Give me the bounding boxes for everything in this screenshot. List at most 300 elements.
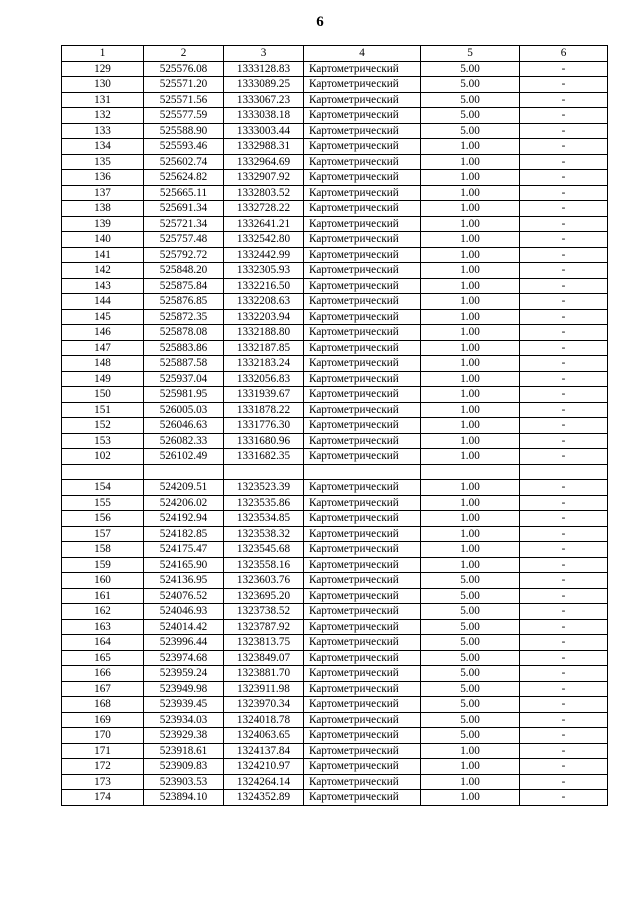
page-number: 6: [316, 14, 324, 30]
cell-point-number: 135: [62, 154, 144, 170]
cell-note: -: [520, 201, 608, 217]
table-row: [62, 759, 608, 775]
cell-coord-y: 1331878.22: [224, 402, 304, 418]
column-header-4: 4: [304, 46, 421, 62]
cell-coord-y: 1323523.39: [224, 480, 304, 496]
cell-coord-x: 523949.98: [144, 681, 224, 697]
cell-coord-y: 1323534.85: [224, 511, 304, 527]
cell-point-number: 153: [62, 433, 144, 449]
cell-note: -: [520, 526, 608, 542]
cell-coord-y: 1333128.83: [224, 61, 304, 77]
cell-coord-y: 1333003.44: [224, 123, 304, 139]
cell-coord-x: 525571.20: [144, 77, 224, 93]
cell-method: Картометрический: [304, 619, 421, 635]
cell-coord-x: 524192.94: [144, 511, 224, 527]
cell-accuracy: 5.00: [421, 650, 520, 666]
cell-coord-x: 525593.46: [144, 139, 224, 155]
table-row: [62, 185, 608, 201]
table-row: [62, 108, 608, 124]
table-row: [62, 232, 608, 248]
cell-coord-x: 525792.72: [144, 247, 224, 263]
cell-accuracy: 1.00: [421, 170, 520, 186]
cell-method: Картометрический: [304, 573, 421, 589]
cell-point-number: 134: [62, 139, 144, 155]
table-row: [62, 728, 608, 744]
cell-method: Картометрический: [304, 263, 421, 279]
cell-method: Картометрический: [304, 681, 421, 697]
cell-coord-x: 525878.08: [144, 325, 224, 341]
cell-coord-x: 524182.85: [144, 526, 224, 542]
table-row: [62, 61, 608, 77]
cell-note: -: [520, 340, 608, 356]
cell-point-number: 164: [62, 635, 144, 651]
cell-method: Картометрический: [304, 418, 421, 434]
cell-point-number: 147: [62, 340, 144, 356]
cell-point-number: 139: [62, 216, 144, 232]
cell-accuracy: 5.00: [421, 619, 520, 635]
cell-coord-y: 1332203.94: [224, 309, 304, 325]
cell-coord-x: 524014.42: [144, 619, 224, 635]
cell-point-number: 141: [62, 247, 144, 263]
cell-accuracy: 5.00: [421, 681, 520, 697]
cell-note: [520, 464, 608, 480]
cell-coord-y: 1332187.85: [224, 340, 304, 356]
cell-coord-y: 1324018.78: [224, 712, 304, 728]
table-row: [62, 170, 608, 186]
cell-method: Картометрический: [304, 340, 421, 356]
cell-accuracy: 1.00: [421, 247, 520, 263]
cell-method: Картометрический: [304, 697, 421, 713]
cell-coord-y: 1323970.34: [224, 697, 304, 713]
cell-coord-x: 525665.11: [144, 185, 224, 201]
cell-accuracy: 1.00: [421, 433, 520, 449]
cell-method: Картометрический: [304, 309, 421, 325]
cell-note: -: [520, 263, 608, 279]
cell-accuracy: 1.00: [421, 480, 520, 496]
cell-method: Картометрический: [304, 294, 421, 310]
cell-point-number: 169: [62, 712, 144, 728]
cell-method: Картометрический: [304, 774, 421, 790]
cell-accuracy: 1.00: [421, 774, 520, 790]
cell-accuracy: 1.00: [421, 216, 520, 232]
cell-note: -: [520, 542, 608, 558]
cell-coord-y: 1332216.50: [224, 278, 304, 294]
cell-accuracy: 5.00: [421, 604, 520, 620]
cell-coord-x: 524206.02: [144, 495, 224, 511]
cell-method: Картометрический: [304, 526, 421, 542]
cell-coord-x: 524175.47: [144, 542, 224, 558]
cell-method: Картометрический: [304, 759, 421, 775]
cell-method: Картометрический: [304, 185, 421, 201]
cell-point-number: 150: [62, 387, 144, 403]
cell-note: -: [520, 247, 608, 263]
cell-coord-y: 1332907.92: [224, 170, 304, 186]
cell-accuracy: 1.00: [421, 418, 520, 434]
cell-accuracy: 1.00: [421, 294, 520, 310]
cell-method: Картометрический: [304, 480, 421, 496]
table-row: [62, 526, 608, 542]
cell-point-number: 132: [62, 108, 144, 124]
cell-point-number: 131: [62, 92, 144, 108]
cell-accuracy: 1.00: [421, 759, 520, 775]
cell-coord-x: 525624.82: [144, 170, 224, 186]
cell-coord-y: 1323545.68: [224, 542, 304, 558]
cell-note: -: [520, 418, 608, 434]
cell-note: -: [520, 743, 608, 759]
cell-method: Картометрический: [304, 325, 421, 341]
cell-method: Картометрический: [304, 108, 421, 124]
table-body: [62, 61, 608, 805]
cell-coord-x: 523909.83: [144, 759, 224, 775]
cell-note: -: [520, 449, 608, 465]
cell-coord-x: 526102.49: [144, 449, 224, 465]
cell-point-number: 168: [62, 697, 144, 713]
coordinates-table: [61, 45, 608, 806]
cell-note: -: [520, 139, 608, 155]
cell-point-number: 152: [62, 418, 144, 434]
cell-method: Картометрический: [304, 588, 421, 604]
cell-coord-y: 1333067.23: [224, 92, 304, 108]
cell-coord-x: 525571.56: [144, 92, 224, 108]
cell-coord-y: 1332183.24: [224, 356, 304, 372]
cell-point-number: 167: [62, 681, 144, 697]
cell-point-number: 158: [62, 542, 144, 558]
cell-point-number: 129: [62, 61, 144, 77]
cell-note: -: [520, 511, 608, 527]
cell-coord-x: 523996.44: [144, 635, 224, 651]
cell-note: -: [520, 712, 608, 728]
cell-coord-x: 524165.90: [144, 557, 224, 573]
cell-method: Картометрический: [304, 232, 421, 248]
cell-note: -: [520, 480, 608, 496]
cell-method: Картометрический: [304, 77, 421, 93]
cell-coord-x: 524076.52: [144, 588, 224, 604]
column-header-5: 5: [421, 46, 520, 62]
cell-point-number: 136: [62, 170, 144, 186]
cell-point-number: 163: [62, 619, 144, 635]
table-row: [62, 154, 608, 170]
cell-point-number: 159: [62, 557, 144, 573]
cell-point-number: 148: [62, 356, 144, 372]
cell-coord-y: 1324352.89: [224, 790, 304, 806]
cell-coord-x: 525691.34: [144, 201, 224, 217]
cell-note: -: [520, 588, 608, 604]
table-row: [62, 480, 608, 496]
cell-method: Картометрический: [304, 790, 421, 806]
column-header-1: 1: [62, 46, 144, 62]
table-row: [62, 278, 608, 294]
cell-coord-y: 1332803.52: [224, 185, 304, 201]
table-row: [62, 666, 608, 682]
cell-coord-x: 524046.93: [144, 604, 224, 620]
cell-accuracy: 1.00: [421, 743, 520, 759]
cell-point-number: 155: [62, 495, 144, 511]
cell-coord-x: 525588.90: [144, 123, 224, 139]
table-row: [62, 511, 608, 527]
table-row: [62, 77, 608, 93]
cell-coord-x: 525602.74: [144, 154, 224, 170]
cell-accuracy: 1.00: [421, 387, 520, 403]
cell-accuracy: 5.00: [421, 697, 520, 713]
cell-note: -: [520, 92, 608, 108]
cell-coord-y: 1323603.76: [224, 573, 304, 589]
cell-note: -: [520, 697, 608, 713]
cell-accuracy: [421, 464, 520, 480]
cell-note: -: [520, 371, 608, 387]
cell-accuracy: 1.00: [421, 278, 520, 294]
table-row: [62, 356, 608, 372]
cell-coord-y: 1332056.83: [224, 371, 304, 387]
cell-accuracy: 1.00: [421, 232, 520, 248]
cell-method: Картометрический: [304, 123, 421, 139]
cell-accuracy: 5.00: [421, 123, 520, 139]
cell-note: -: [520, 278, 608, 294]
cell-point-number: 133: [62, 123, 144, 139]
cell-coord-y: 1332964.69: [224, 154, 304, 170]
cell-coord-x: 525848.20: [144, 263, 224, 279]
cell-coord-y: 1323695.20: [224, 588, 304, 604]
table-row: [62, 712, 608, 728]
table-row: [62, 247, 608, 263]
cell-coord-x: 523934.03: [144, 712, 224, 728]
cell-method: Картометрический: [304, 728, 421, 744]
cell-note: -: [520, 681, 608, 697]
cell-coord-y: 1324264.14: [224, 774, 304, 790]
cell-coord-x: 526082.33: [144, 433, 224, 449]
cell-method: Картометрический: [304, 61, 421, 77]
cell-note: -: [520, 309, 608, 325]
cell-note: -: [520, 216, 608, 232]
cell-method: Картометрический: [304, 216, 421, 232]
cell-point-number: 170: [62, 728, 144, 744]
table-row: [62, 201, 608, 217]
cell-accuracy: 1.00: [421, 356, 520, 372]
cell-accuracy: 1.00: [421, 526, 520, 542]
cell-point-number: 157: [62, 526, 144, 542]
table-row: [62, 681, 608, 697]
cell-coord-y: 1323738.52: [224, 604, 304, 620]
cell-point-number: 145: [62, 309, 144, 325]
cell-point-number: 142: [62, 263, 144, 279]
table-row: [62, 495, 608, 511]
cell-method: Картометрический: [304, 743, 421, 759]
cell-note: -: [520, 433, 608, 449]
cell-accuracy: 1.00: [421, 139, 520, 155]
table-row: [62, 743, 608, 759]
column-header-2: 2: [144, 46, 224, 62]
cell-method: [304, 464, 421, 480]
cell-accuracy: 1.00: [421, 263, 520, 279]
cell-note: -: [520, 108, 608, 124]
cell-coord-y: 1323911.98: [224, 681, 304, 697]
cell-accuracy: 5.00: [421, 712, 520, 728]
cell-coord-x: 525875.84: [144, 278, 224, 294]
cell-accuracy: 1.00: [421, 185, 520, 201]
cell-coord-y: 1331776.30: [224, 418, 304, 434]
cell-coord-x: 526046.63: [144, 418, 224, 434]
cell-coord-x: 523959.24: [144, 666, 224, 682]
cell-method: Картометрический: [304, 712, 421, 728]
cell-coord-y: [224, 464, 304, 480]
cell-note: -: [520, 170, 608, 186]
table-row: [62, 542, 608, 558]
cell-note: -: [520, 232, 608, 248]
cell-method: Картометрический: [304, 247, 421, 263]
cell-method: Картометрический: [304, 666, 421, 682]
cell-coord-x: 525576.08: [144, 61, 224, 77]
cell-accuracy: 1.00: [421, 511, 520, 527]
column-header-6: 6: [520, 46, 608, 62]
cell-coord-x: 525577.59: [144, 108, 224, 124]
cell-method: Картометрический: [304, 402, 421, 418]
cell-coord-x: 523974.68: [144, 650, 224, 666]
table-row: [62, 263, 608, 279]
cell-method: Картометрический: [304, 139, 421, 155]
column-header-3: 3: [224, 46, 304, 62]
cell-method: Картометрический: [304, 371, 421, 387]
cell-coord-y: 1332188.80: [224, 325, 304, 341]
cell-method: Картометрический: [304, 170, 421, 186]
cell-coord-y: 1332542.80: [224, 232, 304, 248]
cell-coord-y: 1323813.75: [224, 635, 304, 651]
cell-point-number: 166: [62, 666, 144, 682]
cell-accuracy: 1.00: [421, 790, 520, 806]
table-row: [62, 557, 608, 573]
table-row: [62, 92, 608, 108]
table-row: [62, 294, 608, 310]
table-row: [62, 402, 608, 418]
table-row: [62, 588, 608, 604]
cell-coord-y: 1333089.25: [224, 77, 304, 93]
cell-accuracy: 5.00: [421, 92, 520, 108]
table-row: [62, 387, 608, 403]
cell-coord-x: 524209.51: [144, 480, 224, 496]
cell-method: Картометрический: [304, 495, 421, 511]
cell-coord-y: 1333038.18: [224, 108, 304, 124]
cell-coord-x: 523918.61: [144, 743, 224, 759]
table-row: [62, 309, 608, 325]
cell-note: -: [520, 604, 608, 620]
table-row: [62, 635, 608, 651]
cell-note: -: [520, 77, 608, 93]
table-row: [62, 464, 608, 480]
cell-accuracy: 5.00: [421, 61, 520, 77]
table-row: [62, 216, 608, 232]
cell-point-number: 173: [62, 774, 144, 790]
cell-coord-x: 525937.04: [144, 371, 224, 387]
cell-accuracy: 1.00: [421, 340, 520, 356]
table-row: [62, 697, 608, 713]
cell-point-number: 162: [62, 604, 144, 620]
cell-note: -: [520, 387, 608, 403]
cell-coord-y: 1324063.65: [224, 728, 304, 744]
cell-method: Картометрический: [304, 542, 421, 558]
cell-coord-x: 525883.86: [144, 340, 224, 356]
cell-method: Картометрический: [304, 356, 421, 372]
table-row: [62, 790, 608, 806]
table-row: [62, 650, 608, 666]
cell-method: Картометрический: [304, 557, 421, 573]
cell-coord-y: 1331682.35: [224, 449, 304, 465]
cell-accuracy: 1.00: [421, 557, 520, 573]
cell-method: Картометрический: [304, 387, 421, 403]
cell-note: -: [520, 61, 608, 77]
cell-point-number: 138: [62, 201, 144, 217]
cell-coord-y: 1323787.92: [224, 619, 304, 635]
cell-note: -: [520, 294, 608, 310]
cell-accuracy: 5.00: [421, 77, 520, 93]
cell-coord-y: 1324210.97: [224, 759, 304, 775]
cell-coord-y: 1332442.99: [224, 247, 304, 263]
cell-coord-x: 525721.34: [144, 216, 224, 232]
cell-point-number: 172: [62, 759, 144, 775]
cell-accuracy: 1.00: [421, 201, 520, 217]
cell-coord-y: 1332728.22: [224, 201, 304, 217]
cell-accuracy: 1.00: [421, 325, 520, 341]
cell-point-number: 151: [62, 402, 144, 418]
cell-note: -: [520, 356, 608, 372]
cell-point-number: 160: [62, 573, 144, 589]
table-row: [62, 433, 608, 449]
cell-method: Картометрический: [304, 635, 421, 651]
cell-coord-x: 526005.03: [144, 402, 224, 418]
cell-coord-x: 524136.95: [144, 573, 224, 589]
cell-note: -: [520, 728, 608, 744]
table-row: [62, 573, 608, 589]
cell-coord-y: 1323558.16: [224, 557, 304, 573]
cell-point-number: 171: [62, 743, 144, 759]
cell-coord-y: 1332641.21: [224, 216, 304, 232]
cell-point-number: 143: [62, 278, 144, 294]
cell-note: -: [520, 154, 608, 170]
table-row: [62, 604, 608, 620]
cell-method: Картометрический: [304, 201, 421, 217]
table-row: [62, 139, 608, 155]
cell-coord-x: 523903.53: [144, 774, 224, 790]
cell-point-number: 156: [62, 511, 144, 527]
cell-coord-x: 525981.95: [144, 387, 224, 403]
cell-accuracy: 1.00: [421, 542, 520, 558]
cell-method: Картометрический: [304, 278, 421, 294]
cell-note: -: [520, 325, 608, 341]
table-row: [62, 325, 608, 341]
cell-note: -: [520, 790, 608, 806]
cell-coord-y: 1332208.63: [224, 294, 304, 310]
cell-note: -: [520, 650, 608, 666]
table-row: [62, 340, 608, 356]
cell-note: -: [520, 635, 608, 651]
cell-note: -: [520, 619, 608, 635]
cell-accuracy: 1.00: [421, 371, 520, 387]
cell-coord-y: 1323538.32: [224, 526, 304, 542]
cell-point-number: 102: [62, 449, 144, 465]
table-row: [62, 123, 608, 139]
cell-point-number: 154: [62, 480, 144, 496]
cell-coord-y: 1332305.93: [224, 263, 304, 279]
cell-coord-y: 1331939.67: [224, 387, 304, 403]
cell-accuracy: 1.00: [421, 449, 520, 465]
cell-accuracy: 1.00: [421, 495, 520, 511]
cell-coord-y: 1323535.86: [224, 495, 304, 511]
cell-point-number: 165: [62, 650, 144, 666]
cell-coord-y: 1332988.31: [224, 139, 304, 155]
cell-coord-y: 1323881.70: [224, 666, 304, 682]
table-row: [62, 774, 608, 790]
cell-accuracy: 5.00: [421, 728, 520, 744]
cell-method: Картометрический: [304, 449, 421, 465]
cell-coord-x: [144, 464, 224, 480]
cell-coord-x: 523929.38: [144, 728, 224, 744]
